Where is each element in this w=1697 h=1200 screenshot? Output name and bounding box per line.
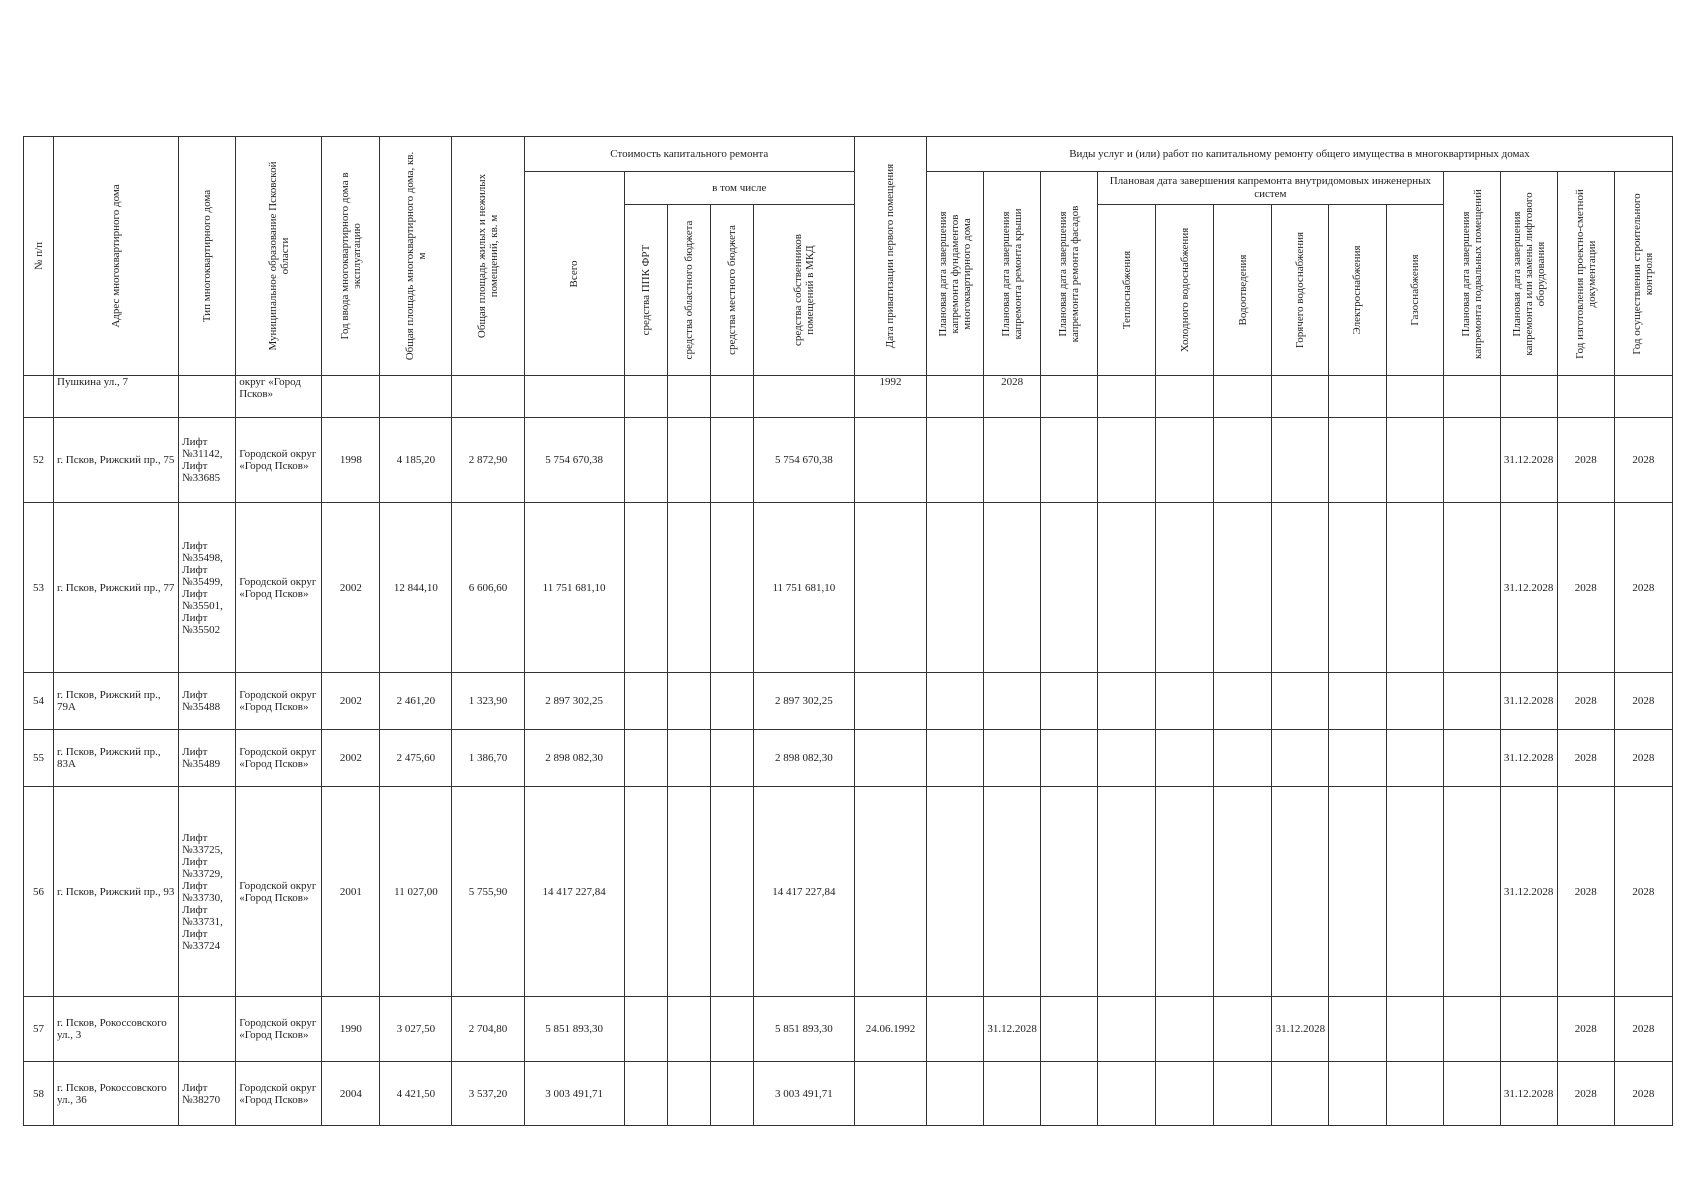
cell-facade — [1041, 787, 1098, 997]
cell-type: Лифт №38270 — [179, 1062, 236, 1126]
cell-address: г. Псков, Рижский пр., 79А — [54, 673, 179, 730]
header-municipality: Муниципальное образование Псковской области — [236, 137, 322, 376]
cell-owners — [753, 376, 854, 418]
cell-year: 2002 — [322, 673, 380, 730]
cell-total: 2 897 302,25 — [524, 673, 624, 730]
cell-design: 2028 — [1557, 673, 1614, 730]
cell-cold-water — [1156, 418, 1214, 503]
cell-address: г. Псков, Рижский пр., 77 — [54, 503, 179, 673]
cell-type: Лифт №35488 — [179, 673, 236, 730]
cell-owners: 2 897 302,25 — [753, 673, 854, 730]
cell-basement — [1443, 997, 1500, 1062]
table-row — [24, 1062, 1673, 1126]
cell-foundation — [927, 418, 984, 503]
header-facade: Плановая дата завершения капремонта ремонта фасадов — [1041, 172, 1098, 376]
cell-foundation — [927, 787, 984, 997]
cell-hot-water: 31.12.2028 — [1272, 997, 1329, 1062]
cell-local — [710, 1062, 753, 1126]
cell-foundation — [927, 730, 984, 787]
cell-total — [524, 376, 624, 418]
cell-roof: 2028 — [984, 376, 1041, 418]
cell-gas — [1386, 503, 1443, 673]
cell-hot-water — [1272, 673, 1329, 730]
header-foundation: Плановая дата завершения капремонта фундаментов многоквартирного дома — [927, 172, 984, 376]
cell-privatization: 24.06.1992 — [854, 997, 926, 1062]
cell-type: Лифт №35498, Лифт №35499, Лифт №35501, Лифт №35502 — [179, 503, 236, 673]
cell-premises-area: 2 704,80 — [452, 997, 524, 1062]
cell-owners: 2 898 082,30 — [753, 730, 854, 787]
cell-elevator: 31.12.2028 — [1500, 1062, 1557, 1126]
cell-regional — [667, 503, 710, 673]
header-ppk-frt: средства ППК ФРТ — [624, 205, 667, 376]
cell-owners: 5 754 670,38 — [753, 418, 854, 503]
cell-address: г. Псков, Рижский пр., 75 — [54, 418, 179, 503]
cell-premises-area: 1 386,70 — [452, 730, 524, 787]
cell-gas — [1386, 997, 1443, 1062]
cell-total-area: 3 027,50 — [380, 997, 452, 1062]
cell-total-area: 4 421,50 — [380, 1062, 452, 1126]
cell-control: 2028 — [1614, 1062, 1672, 1126]
cell-owners: 11 751 681,10 — [753, 503, 854, 673]
cell-roof: 31.12.2028 — [984, 997, 1041, 1062]
cell-total-area: 4 185,20 — [380, 418, 452, 503]
cell-design: 2028 — [1557, 1062, 1614, 1126]
header-design-docs: Год изготовления проектно-сметной документации — [1557, 172, 1614, 376]
cell-electricity — [1329, 418, 1386, 503]
cell-facade — [1041, 1062, 1098, 1126]
cell-cold-water — [1156, 673, 1214, 730]
header-including: в том числе — [624, 172, 854, 205]
cell-cold-water — [1156, 787, 1214, 997]
cell-basement — [1443, 787, 1500, 997]
cell-control: 2028 — [1614, 503, 1672, 673]
cell-premises-area: 1 323,90 — [452, 673, 524, 730]
cell-control: 2028 — [1614, 673, 1672, 730]
header-total: Всего — [524, 172, 624, 376]
cell-total: 14 417 227,84 — [524, 787, 624, 997]
cell-gas — [1386, 673, 1443, 730]
cell-owners: 14 417 227,84 — [753, 787, 854, 997]
cell-regional — [667, 730, 710, 787]
table-header — [24, 137, 1673, 376]
cell-ppk — [624, 376, 667, 418]
header-hot-water: Горячего водоснабжения — [1272, 205, 1329, 376]
cell-municipality: Городской округ «Город Псков» — [236, 787, 322, 997]
cell-num: 57 — [24, 997, 54, 1062]
cell-year — [322, 376, 380, 418]
cell-hot-water — [1272, 376, 1329, 418]
table-row — [24, 730, 1673, 787]
cell-gas — [1386, 376, 1443, 418]
cell-roof — [984, 673, 1041, 730]
cell-heating — [1098, 1062, 1156, 1126]
cell-owners: 5 851 893,30 — [753, 997, 854, 1062]
header-cold-water: Холодного водоснабжения — [1156, 205, 1214, 376]
cell-total: 3 003 491,71 — [524, 1062, 624, 1126]
cell-privatization — [854, 418, 926, 503]
header-num: № п/п — [24, 137, 54, 376]
cell-total-area: 11 027,00 — [380, 787, 452, 997]
cell-heating — [1098, 418, 1156, 503]
header-gas: Газоснабжения — [1386, 205, 1443, 376]
cell-drainage — [1214, 1062, 1272, 1126]
cell-ppk — [624, 418, 667, 503]
cell-electricity — [1329, 503, 1386, 673]
cell-gas — [1386, 730, 1443, 787]
cell-regional — [667, 673, 710, 730]
header-year-commission: Год ввода многоквартирного дома в эксплуатацию — [322, 137, 380, 376]
cell-privatization: 1992 — [854, 376, 926, 418]
cell-hot-water — [1272, 503, 1329, 673]
cell-foundation — [927, 1062, 984, 1126]
cell-basement — [1443, 503, 1500, 673]
cell-elevator: 31.12.2028 — [1500, 730, 1557, 787]
cell-address: г. Псков, Рокоссовского ул., 36 — [54, 1062, 179, 1126]
cell-drainage — [1214, 503, 1272, 673]
cell-ppk — [624, 730, 667, 787]
cell-design: 2028 — [1557, 787, 1614, 997]
cell-cold-water — [1156, 1062, 1214, 1126]
cell-municipality: округ «Город Псков» — [236, 376, 322, 418]
cell-drainage — [1214, 673, 1272, 730]
cell-local — [710, 673, 753, 730]
cell-drainage — [1214, 997, 1272, 1062]
cell-design: 2028 — [1557, 730, 1614, 787]
cell-gas — [1386, 418, 1443, 503]
cell-total: 5 851 893,30 — [524, 997, 624, 1062]
cell-year: 2004 — [322, 1062, 380, 1126]
cell-type — [179, 376, 236, 418]
cell-design: 2028 — [1557, 418, 1614, 503]
cell-total: 5 754 670,38 — [524, 418, 624, 503]
cell-cold-water — [1156, 376, 1214, 418]
cell-privatization — [854, 673, 926, 730]
cell-basement — [1443, 418, 1500, 503]
cell-facade — [1041, 997, 1098, 1062]
table-row — [24, 503, 1673, 673]
header-regional: средства областного бюджета — [667, 205, 710, 376]
header-local: средства местного бюджета — [710, 205, 753, 376]
cell-facade — [1041, 730, 1098, 787]
cell-premises-area: 2 872,90 — [452, 418, 524, 503]
cell-municipality: Городской округ «Город Псков» — [236, 503, 322, 673]
header-elevator: Плановая дата завершения капремонта или замены лифтового оборудования — [1500, 172, 1557, 376]
cell-elevator: 31.12.2028 — [1500, 418, 1557, 503]
table-row — [24, 418, 1673, 503]
cell-drainage — [1214, 418, 1272, 503]
cell-ppk — [624, 503, 667, 673]
cell-type: Лифт №33725, Лифт №33729, Лифт №33730, Лифт №33731, Лифт №33724 — [179, 787, 236, 997]
cell-year: 2002 — [322, 503, 380, 673]
header-basement: Плановая дата завершения капремонта подвальных помещений — [1443, 172, 1500, 376]
cell-facade — [1041, 503, 1098, 673]
cell-year: 2002 — [322, 730, 380, 787]
cell-heating — [1098, 673, 1156, 730]
table-body — [24, 376, 1673, 1126]
cell-cold-water — [1156, 997, 1214, 1062]
header-drainage: Водоотведения — [1214, 205, 1272, 376]
cell-roof — [984, 787, 1041, 997]
cell-elevator — [1500, 997, 1557, 1062]
cell-municipality: Городской округ «Город Псков» — [236, 997, 322, 1062]
cell-control — [1614, 376, 1672, 418]
cell-owners: 3 003 491,71 — [753, 1062, 854, 1126]
header-works-group: Виды услуг и (или) работ по капитальному ремонту общего имущества в многоквартирных домах — [927, 137, 1673, 172]
cell-cold-water — [1156, 730, 1214, 787]
cell-foundation — [927, 503, 984, 673]
cell-local — [710, 730, 753, 787]
cell-num — [24, 376, 54, 418]
cell-elevator: 31.12.2028 — [1500, 503, 1557, 673]
cell-cold-water — [1156, 503, 1214, 673]
cell-electricity — [1329, 376, 1386, 418]
cell-privatization — [854, 1062, 926, 1126]
cell-num: 53 — [24, 503, 54, 673]
cell-num: 54 — [24, 673, 54, 730]
header-electricity: Электроснабжения — [1329, 205, 1386, 376]
cell-heating — [1098, 997, 1156, 1062]
header-heating: Теплоснабжения — [1098, 205, 1156, 376]
cell-basement — [1443, 673, 1500, 730]
cell-ppk — [624, 673, 667, 730]
cell-design: 2028 — [1557, 997, 1614, 1062]
cell-local — [710, 503, 753, 673]
header-privatization: Дата приватизации первого помещения — [854, 137, 926, 376]
cell-municipality: Городской округ «Город Псков» — [236, 418, 322, 503]
header-roof: Плановая дата завершения капремонта ремонта крыши — [984, 172, 1041, 376]
cell-hot-water — [1272, 1062, 1329, 1126]
cell-electricity — [1329, 673, 1386, 730]
cell-regional — [667, 418, 710, 503]
cell-address: Пушкина ул., 7 — [54, 376, 179, 418]
cell-design — [1557, 376, 1614, 418]
cell-regional — [667, 997, 710, 1062]
cell-regional — [667, 376, 710, 418]
cell-foundation — [927, 376, 984, 418]
cell-type: Лифт №31142, Лифт №33685 — [179, 418, 236, 503]
header-premises-area: Общая площадь жилых и нежилых помещений, кв. м — [452, 137, 524, 376]
header-owners: средства собственников помещений в МКД — [753, 205, 854, 376]
cell-hot-water — [1272, 418, 1329, 503]
cell-foundation — [927, 997, 984, 1062]
cell-hot-water — [1272, 730, 1329, 787]
cell-control: 2028 — [1614, 787, 1672, 997]
cell-local — [710, 787, 753, 997]
cell-premises-area: 5 755,90 — [452, 787, 524, 997]
cell-roof — [984, 503, 1041, 673]
cell-elevator — [1500, 376, 1557, 418]
table-row — [24, 673, 1673, 730]
cell-elevator: 31.12.2028 — [1500, 673, 1557, 730]
cell-ppk — [624, 1062, 667, 1126]
cell-total: 2 898 082,30 — [524, 730, 624, 787]
header-address: Адрес многоквартирного дома — [54, 137, 179, 376]
cell-gas — [1386, 1062, 1443, 1126]
cell-roof — [984, 730, 1041, 787]
cell-electricity — [1329, 997, 1386, 1062]
cell-num: 52 — [24, 418, 54, 503]
cell-drainage — [1214, 730, 1272, 787]
table-row — [24, 376, 1673, 418]
cell-num: 56 — [24, 787, 54, 997]
cell-total-area: 2 475,60 — [380, 730, 452, 787]
header-construction-control: Год осуществления строительного контроля — [1614, 172, 1672, 376]
cell-basement — [1443, 376, 1500, 418]
cell-total: 11 751 681,10 — [524, 503, 624, 673]
cell-premises-area — [452, 376, 524, 418]
cell-electricity — [1329, 1062, 1386, 1126]
cell-num: 55 — [24, 730, 54, 787]
cell-control: 2028 — [1614, 997, 1672, 1062]
cell-foundation — [927, 673, 984, 730]
cell-drainage — [1214, 787, 1272, 997]
cell-facade — [1041, 376, 1098, 418]
cell-facade — [1041, 418, 1098, 503]
cell-ppk — [624, 997, 667, 1062]
cell-control: 2028 — [1614, 730, 1672, 787]
cell-local — [710, 418, 753, 503]
cell-premises-area: 3 537,20 — [452, 1062, 524, 1126]
cell-year: 1990 — [322, 997, 380, 1062]
header-engineering-group: Плановая дата завершения капремонта внутридомовых инженерных систем — [1098, 172, 1443, 205]
cell-drainage — [1214, 376, 1272, 418]
cell-municipality: Городской округ «Город Псков» — [236, 1062, 322, 1126]
cell-total-area — [380, 376, 452, 418]
cell-heating — [1098, 376, 1156, 418]
cell-heating — [1098, 503, 1156, 673]
cell-control: 2028 — [1614, 418, 1672, 503]
cell-num: 58 — [24, 1062, 54, 1126]
cell-heating — [1098, 730, 1156, 787]
cell-municipality: Городской округ «Город Псков» — [236, 730, 322, 787]
cell-privatization — [854, 503, 926, 673]
cell-gas — [1386, 787, 1443, 997]
cell-elevator: 31.12.2028 — [1500, 787, 1557, 997]
cell-design: 2028 — [1557, 503, 1614, 673]
cell-regional — [667, 1062, 710, 1126]
cell-heating — [1098, 787, 1156, 997]
table-row — [24, 997, 1673, 1062]
cell-electricity — [1329, 787, 1386, 997]
cell-electricity — [1329, 730, 1386, 787]
cell-regional — [667, 787, 710, 997]
cell-privatization — [854, 787, 926, 997]
cell-address: г. Псков, Рижский пр., 93 — [54, 787, 179, 997]
cell-type: Лифт №35489 — [179, 730, 236, 787]
cell-basement — [1443, 1062, 1500, 1126]
header-cost-group: Стоимость капитального ремонта — [524, 137, 854, 172]
cell-local — [710, 376, 753, 418]
cell-roof — [984, 418, 1041, 503]
cell-ppk — [624, 787, 667, 997]
header-total-area: Общая площадь многоквартирного дома, кв. м — [380, 137, 452, 376]
cell-total-area: 2 461,20 — [380, 673, 452, 730]
cell-address: г. Псков, Рокоссовского ул., 3 — [54, 997, 179, 1062]
cell-local — [710, 997, 753, 1062]
table-row — [24, 787, 1673, 997]
cell-year: 2001 — [322, 787, 380, 997]
cell-privatization — [854, 730, 926, 787]
cell-address: г. Псков, Рижский пр., 83А — [54, 730, 179, 787]
cell-year: 1998 — [322, 418, 380, 503]
repair-table — [23, 136, 1673, 1126]
cell-facade — [1041, 673, 1098, 730]
capital-repair-schedule — [23, 136, 1673, 1126]
cell-type — [179, 997, 236, 1062]
cell-premises-area: 6 606,60 — [452, 503, 524, 673]
header-type: Тип многоквартирного дома — [179, 137, 236, 376]
cell-roof — [984, 1062, 1041, 1126]
cell-basement — [1443, 730, 1500, 787]
cell-hot-water — [1272, 787, 1329, 997]
cell-municipality: Городской округ «Город Псков» — [236, 673, 322, 730]
cell-total-area: 12 844,10 — [380, 503, 452, 673]
